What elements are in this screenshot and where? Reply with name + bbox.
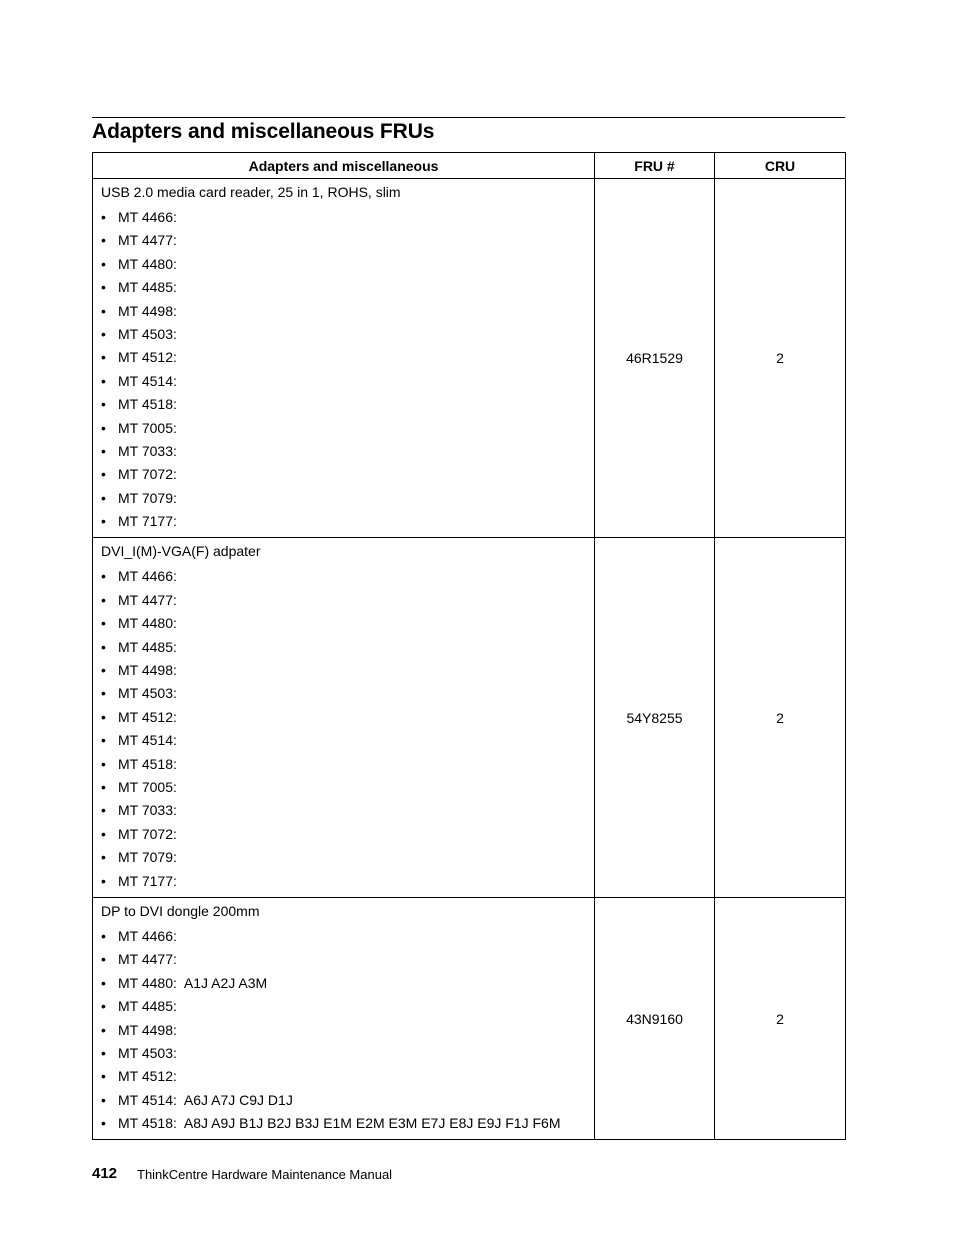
bullet: • — [101, 615, 106, 632]
cru-value: 2 — [715, 538, 846, 897]
machine-type-list — [101, 206, 586, 533]
part-description: DVI_I(M)-VGA(F) adpater — [101, 543, 261, 560]
list-item: • MT 4512: — [101, 346, 586, 369]
table-header-row — [93, 153, 846, 179]
column-header-fru: FRU # — [595, 153, 715, 179]
bullet: • — [101, 974, 106, 991]
table-row — [93, 897, 846, 1140]
bullet: • — [101, 778, 106, 795]
list-item: • MT 4498: — [101, 300, 586, 323]
cru-value: 2 — [715, 897, 846, 1140]
list-item: • MT 7079: — [101, 487, 586, 510]
list-item: • MT 4485: — [101, 276, 586, 299]
bullet: • — [101, 209, 106, 225]
list-item: • MT 4514: — [101, 729, 586, 752]
list-item: • MT 7033: — [101, 799, 586, 822]
bullet: • — [101, 662, 106, 679]
table-row — [93, 179, 846, 538]
page-title: Adapters and miscellaneous FRUs — [92, 120, 435, 143]
bullet: • — [101, 349, 106, 366]
list-item: • MT 4514: — [101, 370, 586, 393]
list-item: • MT 4503: — [101, 682, 586, 705]
list-item: • MT 4485: — [101, 995, 586, 1018]
description-cell — [93, 538, 595, 897]
bullet: • — [101, 1068, 106, 1085]
list-item: • MT 7177: — [101, 870, 586, 893]
bullet: • — [101, 1044, 106, 1061]
bullet: • — [101, 232, 106, 249]
bullet: • — [101, 442, 106, 459]
bullet: • — [101, 396, 106, 413]
bullet: • — [101, 568, 106, 585]
bullet: • — [101, 849, 106, 866]
bullet: • — [101, 372, 106, 389]
list-item: • MT 4514: A6J A7J C9J D1J — [101, 1089, 586, 1112]
page-number: 412 — [92, 1165, 118, 1182]
top-rule — [92, 117, 845, 118]
list-item: • MT 4485: — [101, 636, 586, 659]
bullet: • — [101, 1091, 106, 1108]
list-item: • MT 4466: — [101, 925, 586, 948]
list-item: • MT 4518: — [101, 753, 586, 776]
column-header-cru: CRU — [715, 153, 846, 179]
bullet: • — [101, 685, 106, 702]
list-item: • MT 4480: — [101, 612, 586, 635]
list-item: • MT 7005: — [101, 417, 586, 440]
bullet: • — [101, 419, 106, 436]
list-item: • MT 4466: — [101, 565, 586, 588]
bullet: • — [101, 255, 106, 272]
part-description: DP to DVI dongle 200mm — [101, 902, 260, 919]
list-item: • MT 4503: — [101, 1042, 586, 1065]
list-item: • MT 7072: — [101, 463, 586, 486]
list-item: • MT 4477: — [101, 589, 586, 612]
list-item: • MT 4466: — [101, 206, 586, 229]
bullet: • — [101, 279, 106, 296]
list-item: • MT 7072: — [101, 823, 586, 846]
list-item: • MT 4480: A1J A2J A3M — [101, 972, 586, 995]
part-description: USB 2.0 media card reader, 25 in 1, ROHS, slim — [101, 184, 401, 200]
bullet: • — [101, 591, 106, 608]
list-item: • MT 4477: — [101, 229, 586, 252]
list-item: • MT 4480: — [101, 253, 586, 276]
fru-table — [92, 152, 846, 1140]
bullet: • — [101, 802, 106, 819]
bullet: • — [101, 755, 106, 772]
bullet: • — [101, 708, 106, 725]
bullet: • — [101, 638, 106, 655]
bullet: • — [101, 513, 106, 530]
bullet: • — [101, 1021, 106, 1038]
list-item: • MT 7005: — [101, 776, 586, 799]
description-cell — [93, 897, 595, 1140]
list-item: • MT 7079: — [101, 846, 586, 869]
list-item: • MT 4498: — [101, 659, 586, 682]
list-item: • MT 4518: — [101, 393, 586, 416]
list-item: • MT 7177: — [101, 510, 586, 533]
bullet: • — [101, 489, 106, 506]
bullet: • — [101, 951, 106, 968]
machine-type-list — [101, 925, 586, 1136]
list-item: • MT 4498: — [101, 1019, 586, 1042]
fru-number: 43N9160 — [595, 897, 715, 1140]
bullet: • — [101, 998, 106, 1015]
fru-number: 54Y8255 — [595, 538, 715, 897]
list-item: • MT 4518: A8J A9J B1J B2J B3J E1M E2M E3M E7J E8J E9J F1J F6M — [101, 1112, 586, 1135]
list-item: • MT 4512: — [101, 1065, 586, 1088]
bullet: • — [101, 927, 106, 944]
list-item: • MT 7033: — [101, 440, 586, 463]
bullet: • — [101, 466, 106, 483]
list-item: • MT 4512: — [101, 706, 586, 729]
list-item: • MT 4503: — [101, 323, 586, 346]
machine-type-list — [101, 565, 586, 892]
bullet: • — [101, 825, 106, 842]
bullet: • — [101, 325, 106, 342]
description-cell — [93, 179, 595, 538]
table-row — [93, 538, 846, 897]
bullet: • — [101, 872, 106, 889]
fru-number: 46R1529 — [595, 179, 715, 538]
bullet: • — [101, 1115, 106, 1132]
column-header-adapters: Adapters and miscellaneous — [93, 153, 595, 179]
list-item: • MT 4477: — [101, 948, 586, 971]
bullet: • — [101, 302, 106, 319]
bullet: • — [101, 732, 106, 749]
manual-title: ThinkCentre Hardware Maintenance Manual — [137, 1167, 393, 1182]
cru-value: 2 — [715, 179, 846, 538]
